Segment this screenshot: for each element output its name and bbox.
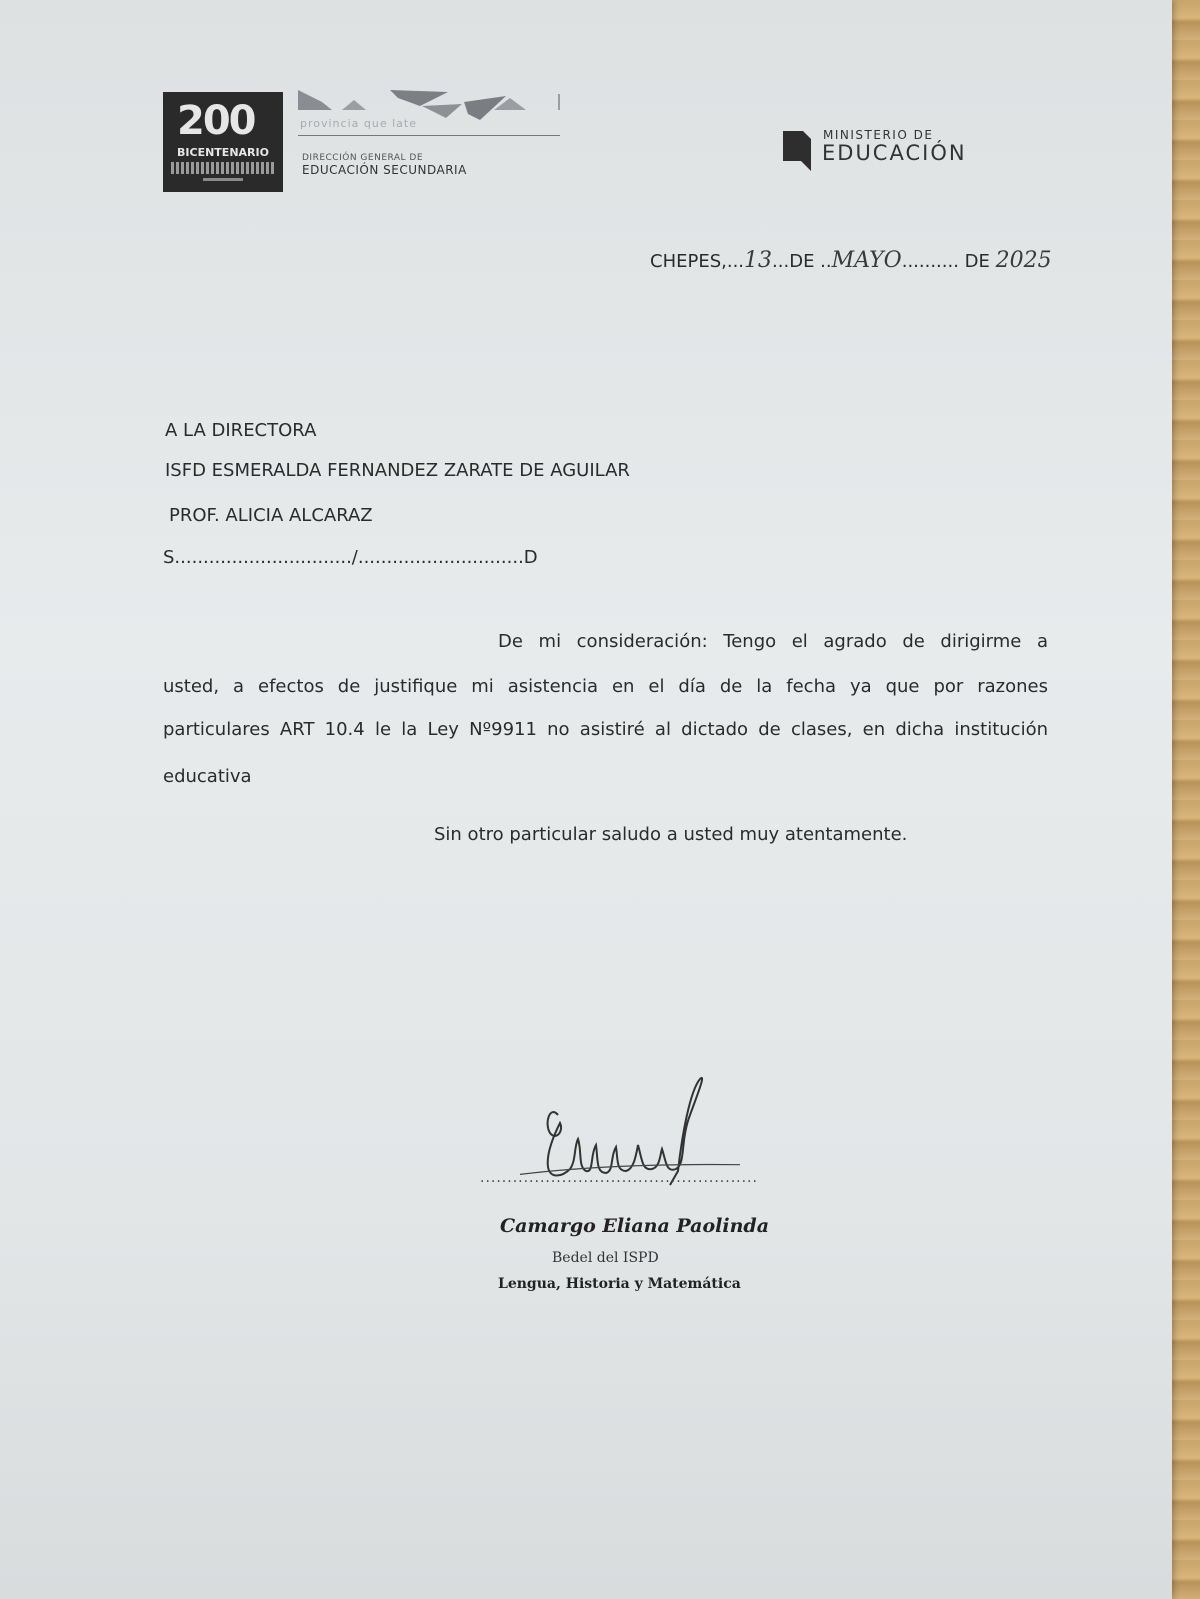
stamp-name: Camargo Eliana Paolinda	[500, 1215, 770, 1237]
date-year: 2025	[995, 248, 1052, 273]
body-line-1: De mi consideración: Tengo el agrado de dirigirme a	[498, 631, 1048, 652]
body-line-4: educativa	[163, 766, 252, 787]
closing-line: Sin otro particular saludo a usted muy atentamente.	[434, 824, 908, 845]
date-dots-4: ..........	[901, 251, 959, 272]
direccion-line-1: DIRECCIÓN GENERAL DE	[302, 153, 424, 163]
recipient-line-2: ISFD ESMERALDA FERNANDEZ ZARATE DE AGUILAR	[165, 460, 630, 481]
ministerio-line-1: MINISTERIO DE	[823, 128, 934, 142]
body-line-3: particulares ART 10.4 le la Ley Nº9911 no asistiré al dictado de clases, en dicha institución	[163, 719, 1048, 740]
direccion-line-2: EDUCACIÓN SECUNDARIA	[302, 163, 467, 177]
recipient-salutation: S.............................../.............................D	[163, 547, 538, 568]
stamp-department: Lengua, Historia y Matemática	[498, 1276, 741, 1292]
date-de-2: DE	[964, 251, 990, 272]
date-dots-3: ..	[820, 251, 832, 272]
date-de-1: DE	[789, 251, 815, 272]
stamp-role: Bedel del ISPD	[552, 1250, 659, 1266]
bicentenario-logo	[163, 92, 283, 192]
recipient-line-3: PROF. ALICIA ALCARAZ	[169, 505, 373, 526]
date-line	[650, 248, 1052, 273]
date-dots-1: ...	[726, 251, 745, 272]
bicentenario-label: BICENTENARIO	[177, 146, 269, 159]
date-dots-2: ...	[772, 251, 790, 272]
signature-dotted-line: ...................................................	[480, 1170, 758, 1186]
body-line-2: usted, a efectos de justifique mi asistencia en el día de la fecha ya que por razones	[163, 676, 1048, 697]
date-place: CHEPES,	[650, 251, 727, 272]
header-divider	[298, 135, 560, 136]
recipient-line-1: A LA DIRECTORA	[165, 420, 317, 441]
date-day: 13	[744, 248, 773, 273]
bicentenario-decoration	[171, 162, 275, 174]
ministerio-icon	[783, 131, 811, 171]
ministerio-line-2: EDUCACIÓN	[822, 141, 967, 165]
bicentenario-number: 200	[177, 98, 255, 144]
date-month: MAYO	[831, 248, 902, 273]
province-subtitle: provincia que late	[300, 117, 417, 130]
bicentenario-decoration-small	[203, 178, 243, 181]
